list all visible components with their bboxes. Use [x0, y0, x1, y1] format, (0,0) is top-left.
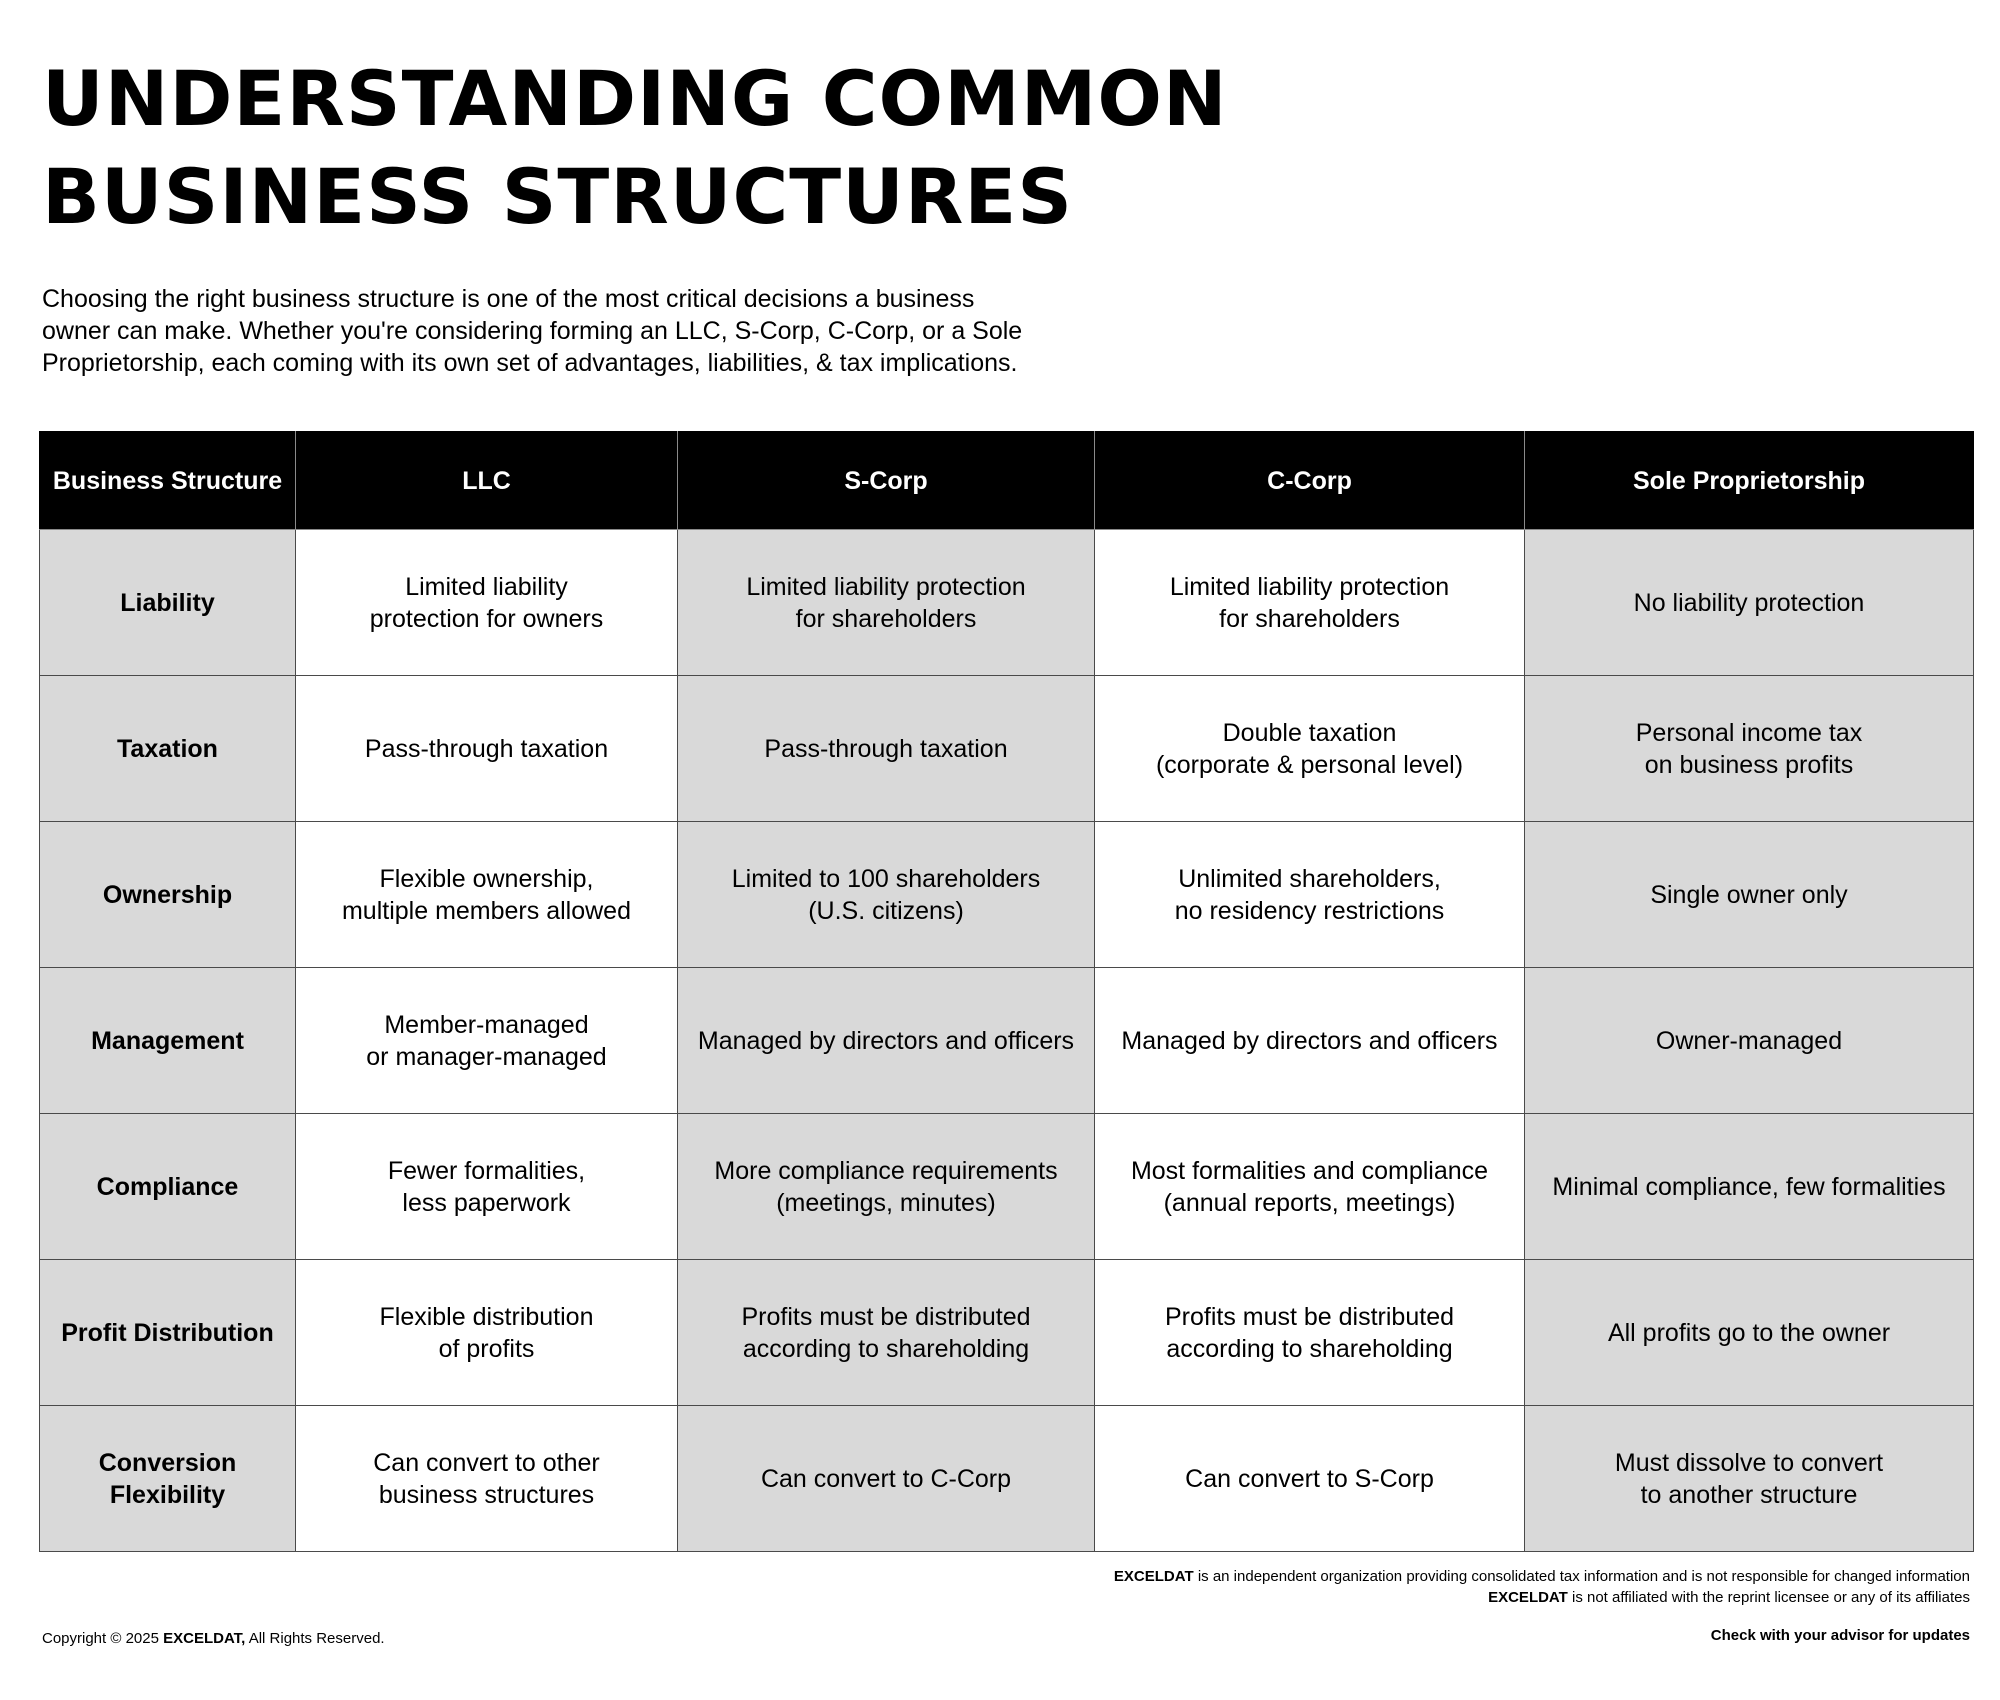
table-cell — [296, 1406, 678, 1552]
table-cell — [678, 530, 1095, 676]
cell-line: on business profits — [1644, 750, 1854, 779]
table-row — [40, 676, 1974, 822]
cell-line: Owner-managed — [1655, 1026, 1843, 1055]
disclaimer — [1114, 1566, 1970, 1608]
header-s-corp: S-Corp — [678, 432, 1095, 530]
row-label-management: Management — [40, 968, 296, 1114]
copyright-notice — [42, 1628, 385, 1649]
brand-name: EXCELDAT — [1113, 1568, 1194, 1585]
cell-line: Can convert to other — [373, 1448, 600, 1477]
cell-line: Minimal compliance, few formalities — [1552, 1172, 1946, 1201]
cell-line: Limited liability protection — [1169, 572, 1450, 601]
table-cell — [296, 1114, 678, 1260]
disclaimer-line-2 — [1114, 1587, 1970, 1608]
cell-line: Profits must be distributed — [741, 1302, 1031, 1331]
table-cell — [1095, 1406, 1525, 1552]
cell-line: protection for owners — [369, 604, 604, 633]
table-row — [40, 1114, 1974, 1260]
copyright-brand: EXCELDAT, — [163, 1630, 246, 1647]
row-label-liability: Liability — [40, 530, 296, 676]
row-label-compliance: Compliance — [40, 1114, 296, 1260]
intro-line-3: Proprietorship, each coming with its own set of advantages, liabilities, & tax implications. — [42, 349, 1018, 377]
brand-name: EXCELDAT — [1488, 1589, 1568, 1606]
cell-line: according to shareholding — [742, 1334, 1030, 1363]
table-cell — [1525, 1260, 1974, 1406]
table-cell — [678, 676, 1095, 822]
header-llc: LLC — [296, 432, 678, 530]
cell-line: less paperwork — [402, 1188, 571, 1217]
table-cell — [1525, 676, 1974, 822]
row-label-ownership: Ownership — [40, 822, 296, 968]
cell-line: for shareholders — [795, 604, 977, 633]
table-cell — [1525, 968, 1974, 1114]
table-cell — [678, 822, 1095, 968]
cell-line: Can convert to S-Corp — [1185, 1464, 1434, 1493]
cell-line: Limited liability — [405, 572, 568, 601]
table-cell — [1095, 968, 1525, 1114]
cell-line: (annual reports, meetings) — [1163, 1188, 1456, 1217]
cell-line: (corporate & personal level) — [1155, 750, 1464, 779]
cell-line: Must dissolve to convert — [1614, 1448, 1884, 1477]
disclaimer-line-1 — [1114, 1566, 1970, 1587]
cell-line: business structures — [378, 1480, 595, 1509]
cell-line: (U.S. citizens) — [808, 896, 964, 925]
disclaimer-text-2: is not affiliated with the reprint licensee or any of its affiliates — [1572, 1589, 1970, 1606]
cell-line: Managed by directors and officers — [697, 1026, 1075, 1055]
cell-line: Pass-through taxation — [364, 734, 609, 763]
cell-line: Flexible distribution — [379, 1302, 594, 1331]
header-sole-proprietorship: Sole Proprietorship — [1525, 432, 1974, 530]
table-cell — [1525, 530, 1974, 676]
cell-line: to another structure — [1640, 1480, 1858, 1509]
table-cell — [1095, 1114, 1525, 1260]
row-label-conversion-flexibility: Conversion Flexibility — [40, 1406, 296, 1552]
cell-line: Single owner only — [1650, 880, 1848, 909]
table-body — [40, 530, 1974, 1552]
cell-line: Fewer formalities, — [387, 1156, 586, 1185]
table-cell — [296, 968, 678, 1114]
table-header-row — [40, 432, 1974, 530]
intro-paragraph — [42, 283, 1022, 379]
table-cell — [1525, 822, 1974, 968]
cell-line: Profits must be distributed — [1164, 1302, 1454, 1331]
cell-line: Limited to 100 shareholders — [731, 864, 1041, 893]
cell-line: All profits go to the owner — [1607, 1318, 1891, 1347]
table-cell — [678, 1406, 1095, 1552]
page-title-line-2: BUSINESS STRUCTURES — [42, 152, 1074, 241]
table-cell — [1095, 822, 1525, 968]
cell-line: Double taxation — [1222, 718, 1397, 747]
cell-line: Can convert to C-Corp — [760, 1464, 1012, 1493]
intro-line-1: Choosing the right business structure is one of the most critical decisions a business — [42, 285, 975, 313]
copyright-prefix: Copyright © 2025 — [42, 1630, 159, 1647]
cell-line: or manager-managed — [366, 1042, 607, 1071]
table-header — [40, 432, 1974, 530]
cell-line: multiple members allowed — [341, 896, 631, 925]
table-row — [40, 1406, 1974, 1552]
disclaimer-text-1: is an independent organization providing consolidated tax information and is not responsible for changed information — [1197, 1568, 1970, 1585]
cell-line: No liability protection — [1633, 588, 1865, 617]
row-label-taxation: Taxation — [40, 676, 296, 822]
table-cell — [296, 676, 678, 822]
copyright-suffix: All Rights Reserved. — [248, 1630, 385, 1647]
cell-line: Member-managed — [384, 1010, 589, 1039]
cell-line: (meetings, minutes) — [776, 1188, 996, 1217]
table-cell — [1095, 530, 1525, 676]
table-row — [40, 530, 1974, 676]
cell-line: More compliance requirements — [714, 1156, 1058, 1185]
row-label-profit-distribution: Profit Distribution — [40, 1260, 296, 1406]
cell-line: Pass-through taxation — [764, 734, 1008, 763]
cell-line: Most formalities and compliance — [1130, 1156, 1489, 1185]
table-cell — [1525, 1114, 1974, 1260]
table-cell — [296, 1260, 678, 1406]
header-business-structure: Business Structure — [40, 432, 296, 530]
table-row — [40, 822, 1974, 968]
table-cell — [1095, 1260, 1525, 1406]
table-row — [40, 968, 1974, 1114]
header-c-corp: C-Corp — [1095, 432, 1525, 530]
cell-line: Personal income tax — [1635, 718, 1863, 747]
table-cell — [296, 530, 678, 676]
advisor-note: Check with your advisor for updates — [1710, 1627, 1970, 1644]
cell-line: no residency restrictions — [1174, 896, 1445, 925]
cell-line: of profits — [438, 1334, 535, 1363]
table-cell — [678, 1114, 1095, 1260]
table-cell — [296, 822, 678, 968]
page-title — [42, 50, 1228, 246]
table-cell — [1525, 1406, 1974, 1552]
table-cell — [678, 1260, 1095, 1406]
cell-line: for shareholders — [1219, 604, 1400, 633]
cell-line: Limited liability protection — [746, 572, 1026, 601]
business-structures-table — [39, 431, 1974, 1552]
page-title-line-1: UNDERSTANDING COMMON — [42, 54, 1228, 143]
cell-line: Managed by directors and officers — [1121, 1026, 1498, 1055]
cell-line: Unlimited shareholders, — [1178, 864, 1441, 893]
intro-line-2: owner can make. Whether you're considering forming an LLC, S-Corp, C-Corp, or a Sole — [42, 317, 1023, 345]
table-cell — [678, 968, 1095, 1114]
table-row — [40, 1260, 1974, 1406]
cell-line: according to shareholding — [1166, 1334, 1453, 1363]
table-cell — [1095, 676, 1525, 822]
cell-line: Flexible ownership, — [379, 864, 594, 893]
